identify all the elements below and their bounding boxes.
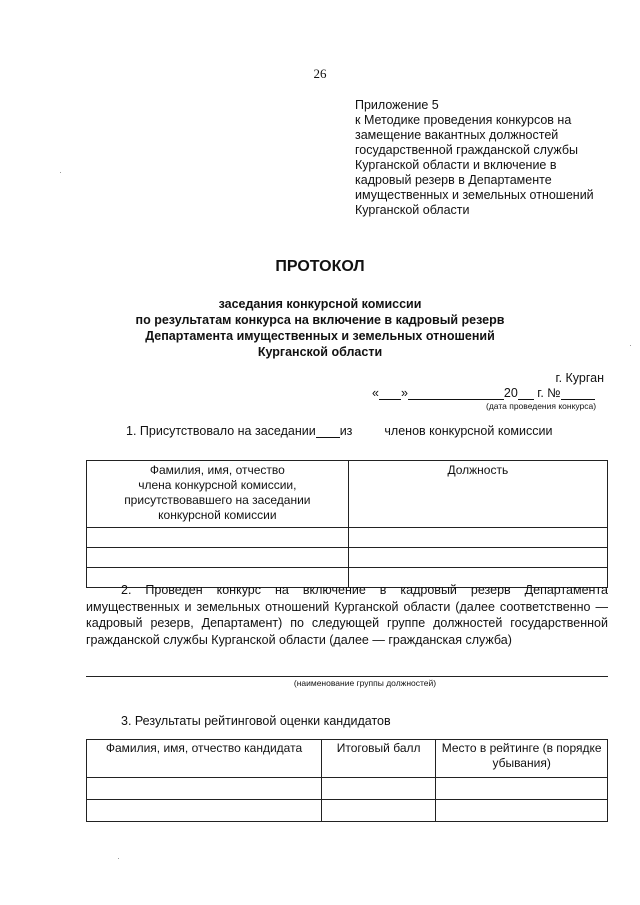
header-text: Должность <box>447 463 509 477</box>
header-text: Место в рейтинге (в порядке убывания) <box>441 741 602 770</box>
appendix-line: Приложение 5 <box>355 98 439 112</box>
appendix-line: кадровый резерв в Департаменте <box>355 173 552 187</box>
page-number: 26 <box>313 66 327 81</box>
subtitle-line: Департамента имущественных и земельных отношений <box>145 329 495 343</box>
members-table <box>86 460 608 588</box>
date-line <box>372 386 595 400</box>
appendix-line: замещение вакантных должностей <box>355 128 559 142</box>
year-blank <box>518 387 534 400</box>
ratings-table <box>86 739 608 822</box>
attendance-line <box>126 424 552 438</box>
table-cell <box>87 528 349 548</box>
close-quote: » <box>400 386 408 400</box>
subtitle-line: Курганской области <box>257 345 383 359</box>
attendance-suffix: членов конкурсной комиссии <box>384 424 553 438</box>
number-label: г. № <box>537 386 561 400</box>
table-header-row <box>87 461 608 528</box>
appendix-line: Курганской области и включение в <box>355 158 557 172</box>
table-row <box>87 778 608 800</box>
city: г. Курган <box>555 371 604 385</box>
appendix-line: государственной гражданской службы <box>355 143 578 157</box>
ratings-col-rank-header <box>436 740 608 778</box>
members-col-name-header <box>87 461 349 528</box>
day-blank <box>379 387 401 400</box>
table-cell <box>87 778 322 800</box>
ratings-col-name-header <box>87 740 322 778</box>
month-blank <box>408 387 504 400</box>
table-cell <box>436 800 608 822</box>
header-text: Фамилия, имя, отчество члена конкурсной комиссии, присутствовавшего на заседании конкурсной комиссии <box>124 463 311 522</box>
attendance-prefix: 1. Присутствовало на заседании <box>126 424 316 438</box>
document-title: ПРОТОКОЛ <box>275 258 365 275</box>
section-2-text: 2. Проведен конкурс на включение в кадровый резерв Департамента имущественных и земельных отношений Курганской области (далее соответственно — кадровый резерв, Департамент) по следующей группе должностей государственной гражданской службы Курганской области (далее — гражданская служба) <box>86 583 608 647</box>
table-cell <box>348 548 607 568</box>
appendix-line: к Методике проведения конкурсов на <box>355 113 572 127</box>
section-3-heading: 3. Результаты рейтинговой оценки кандидатов <box>121 714 391 728</box>
table-cell <box>321 778 435 800</box>
subtitle-line: заседания конкурсной комиссии <box>218 297 422 311</box>
table-header-row <box>87 740 608 778</box>
appendix-note <box>355 98 625 218</box>
scan-speck <box>630 345 631 346</box>
group-name-blank-line <box>86 676 608 677</box>
table-cell <box>321 800 435 822</box>
header-text: Итоговый балл <box>336 741 421 755</box>
open-quote: « <box>372 386 379 400</box>
document-subtitle <box>0 296 640 360</box>
table-cell <box>436 778 608 800</box>
table-row <box>87 800 608 822</box>
number-blank <box>561 387 595 400</box>
table-cell <box>87 548 349 568</box>
table-row <box>87 528 608 548</box>
appendix-line: Курганской области <box>355 203 470 217</box>
table-cell <box>87 800 322 822</box>
year-prefix: 20 <box>503 386 518 400</box>
table-cell <box>348 528 607 548</box>
appendix-line: имущественных и земельных отношений <box>355 188 594 202</box>
present-count-blank <box>316 425 340 438</box>
group-caption: (наименование группы должностей) <box>293 678 437 688</box>
scan-speck <box>60 172 61 173</box>
scan-speck <box>118 858 119 859</box>
members-col-position-header <box>348 461 607 528</box>
ratings-col-score-header <box>321 740 435 778</box>
date-caption: (дата проведения конкурса) <box>486 401 597 411</box>
header-text: Фамилия, имя, отчество кандидата <box>105 741 303 755</box>
attendance-middle: из <box>339 424 353 438</box>
table-row <box>87 548 608 568</box>
subtitle-line: по результатам конкурса на включение в кадровый резерв <box>135 313 505 327</box>
